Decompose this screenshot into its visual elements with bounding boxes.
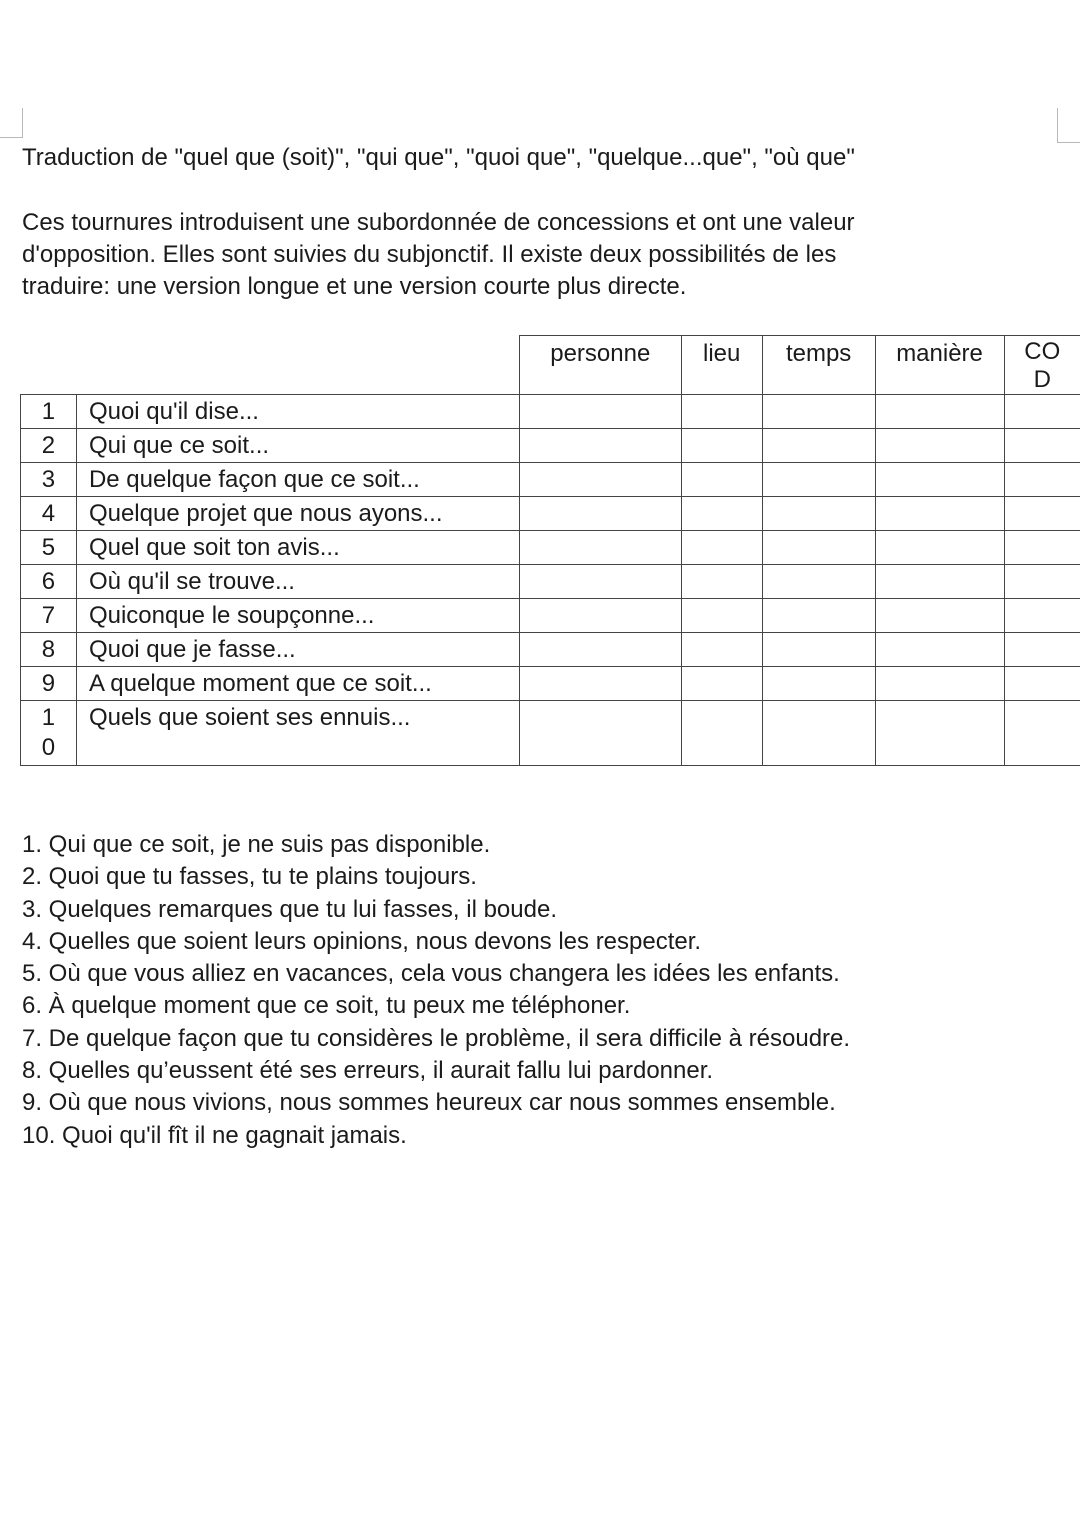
answer-cell-lieu[interactable] (681, 667, 762, 701)
page-corner-marker-right (1057, 108, 1080, 143)
answer-cell-maniere[interactable] (875, 497, 1004, 531)
list-item: 5. Où que vous alliez en vacances, cela vous changera les idées les enfants. (22, 960, 840, 988)
row-number: 5 (21, 531, 77, 565)
answer-cell-temps[interactable] (762, 633, 875, 667)
row-number: 3 (21, 463, 77, 497)
row-number: 2 (21, 429, 77, 463)
answer-cell-cod[interactable] (1004, 599, 1080, 633)
row-phrase: Quoi que je fasse... (76, 633, 519, 667)
answer-cell-maniere[interactable] (875, 531, 1004, 565)
answer-cell-cod[interactable] (1004, 667, 1080, 701)
answer-cell-cod[interactable] (1004, 633, 1080, 667)
answer-cell-lieu[interactable] (681, 531, 762, 565)
sentence-list (22, 829, 850, 1152)
table-row (21, 565, 1080, 599)
answer-cell-cod[interactable] (1004, 395, 1080, 429)
answer-cell-maniere[interactable] (875, 395, 1004, 429)
answer-cell-cod[interactable] (1004, 701, 1080, 766)
table-row (21, 531, 1080, 565)
row-number: 4 (21, 497, 77, 531)
table-row (21, 667, 1080, 701)
column-header-lieu: lieu (681, 336, 762, 395)
row-phrase: A quelque moment que ce soit... (76, 667, 519, 701)
column-header-cod-text: CO D (1024, 338, 1061, 393)
row-number (21, 701, 77, 766)
answer-cell-temps[interactable] (762, 463, 875, 497)
intro-paragraph (22, 207, 1072, 303)
table-row (21, 395, 1080, 429)
table-row (21, 701, 1080, 766)
list-item: 4. Quelles que soient leurs opinions, nous devons les respecter. (22, 927, 702, 955)
answer-cell-temps[interactable] (762, 565, 875, 599)
table-row (21, 429, 1080, 463)
row-phrase: De quelque façon que ce soit... (76, 463, 519, 497)
table-header-row (21, 336, 1080, 395)
row-number: 8 (21, 633, 77, 667)
answer-cell-personne[interactable] (519, 395, 681, 429)
answer-cell-personne[interactable] (519, 667, 681, 701)
answer-cell-cod[interactable] (1004, 565, 1080, 599)
row-phrase: Qui que ce soit... (76, 429, 519, 463)
answer-cell-temps[interactable] (762, 701, 875, 766)
answer-cell-cod[interactable] (1004, 497, 1080, 531)
row-number: 9 (21, 667, 77, 701)
answer-cell-cod[interactable] (1004, 429, 1080, 463)
answer-cell-cod[interactable] (1004, 463, 1080, 497)
answer-cell-personne[interactable] (519, 599, 681, 633)
answer-cell-maniere[interactable] (875, 463, 1004, 497)
intro-line: Ces tournures introduisent une subordonnée de concessions et ont une valeur (22, 209, 855, 236)
answer-cell-lieu[interactable] (681, 633, 762, 667)
document-title: Traduction de "quel que (soit)", "qui que", "quoi que", "quelque...que", "où que" (22, 144, 855, 171)
answer-cell-lieu[interactable] (681, 701, 762, 766)
answer-cell-maniere[interactable] (875, 667, 1004, 701)
answer-cell-maniere[interactable] (875, 565, 1004, 599)
list-item: 7. De quelque façon que tu considères le problème, il sera difficile à résoudre. (22, 1024, 851, 1052)
list-item: 3. Quelques remarques que tu lui fasses, il boude. (22, 895, 557, 923)
row-phrase: Où qu'il se trouve... (76, 565, 519, 599)
answer-cell-personne[interactable] (519, 497, 681, 531)
answer-cell-lieu[interactable] (681, 599, 762, 633)
answer-cell-maniere[interactable] (875, 429, 1004, 463)
row-phrase: Quiconque le soupçonne... (76, 599, 519, 633)
intro-line: traduire: une version longue et une version courte plus directe. (22, 273, 687, 300)
answer-cell-temps[interactable] (762, 667, 875, 701)
answer-cell-lieu[interactable] (681, 565, 762, 599)
column-header-maniere: manière (875, 336, 1004, 395)
answer-cell-temps[interactable] (762, 395, 875, 429)
row-number: 1 (21, 395, 77, 429)
list-item: 9. Où que nous vivions, nous sommes heureux car nous sommes ensemble. (22, 1089, 836, 1117)
table-header-blank (21, 336, 520, 395)
answer-cell-maniere[interactable] (875, 633, 1004, 667)
answer-cell-temps[interactable] (762, 497, 875, 531)
intro-line: d'opposition. Elles sont suivies du subjonctif. Il existe deux possibilités de les (22, 241, 837, 268)
answer-cell-temps[interactable] (762, 531, 875, 565)
table-row (21, 599, 1080, 633)
list-item: 2. Quoi que tu fasses, tu te plains toujours. (22, 863, 477, 891)
answer-cell-personne[interactable] (519, 531, 681, 565)
page-corner-marker-left (0, 108, 23, 138)
list-item: 8. Quelles qu’eussent été ses erreurs, il aurait fallu lui pardonner. (22, 1057, 714, 1085)
answer-cell-personne[interactable] (519, 565, 681, 599)
answer-cell-personne[interactable] (519, 429, 681, 463)
answer-cell-lieu[interactable] (681, 429, 762, 463)
answer-cell-cod[interactable] (1004, 531, 1080, 565)
table-row (21, 633, 1080, 667)
list-item: 10. Quoi qu'il fît il ne gagnait jamais. (22, 1121, 407, 1149)
answer-cell-lieu[interactable] (681, 395, 762, 429)
column-header-temps: temps (762, 336, 875, 395)
row-phrase: Quel que soit ton avis... (76, 531, 519, 565)
row-phrase: Quels que soient ses ennuis... (76, 701, 519, 766)
column-header-personne: personne (519, 336, 681, 395)
answer-cell-personne[interactable] (519, 633, 681, 667)
answer-cell-temps[interactable] (762, 599, 875, 633)
row-number-text: 10 (41, 704, 56, 761)
table-row (21, 497, 1080, 531)
row-number: 6 (21, 565, 77, 599)
row-phrase: Quelque projet que nous ayons... (76, 497, 519, 531)
answer-cell-temps[interactable] (762, 429, 875, 463)
answer-cell-maniere[interactable] (875, 599, 1004, 633)
answer-cell-lieu[interactable] (681, 463, 762, 497)
table-row (21, 463, 1080, 497)
classification-table (20, 335, 1080, 766)
column-header-cod (1004, 336, 1080, 395)
answer-cell-lieu[interactable] (681, 497, 762, 531)
answer-cell-personne[interactable] (519, 701, 681, 766)
answer-cell-personne[interactable] (519, 463, 681, 497)
list-item: 1. Qui que ce soit, je ne suis pas disponible. (22, 831, 491, 858)
answer-cell-maniere[interactable] (875, 701, 1004, 766)
row-number: 7 (21, 599, 77, 633)
row-phrase: Quoi qu'il dise... (76, 395, 519, 429)
list-item: 6. À quelque moment que ce soit, tu peux me téléphoner. (22, 992, 631, 1020)
